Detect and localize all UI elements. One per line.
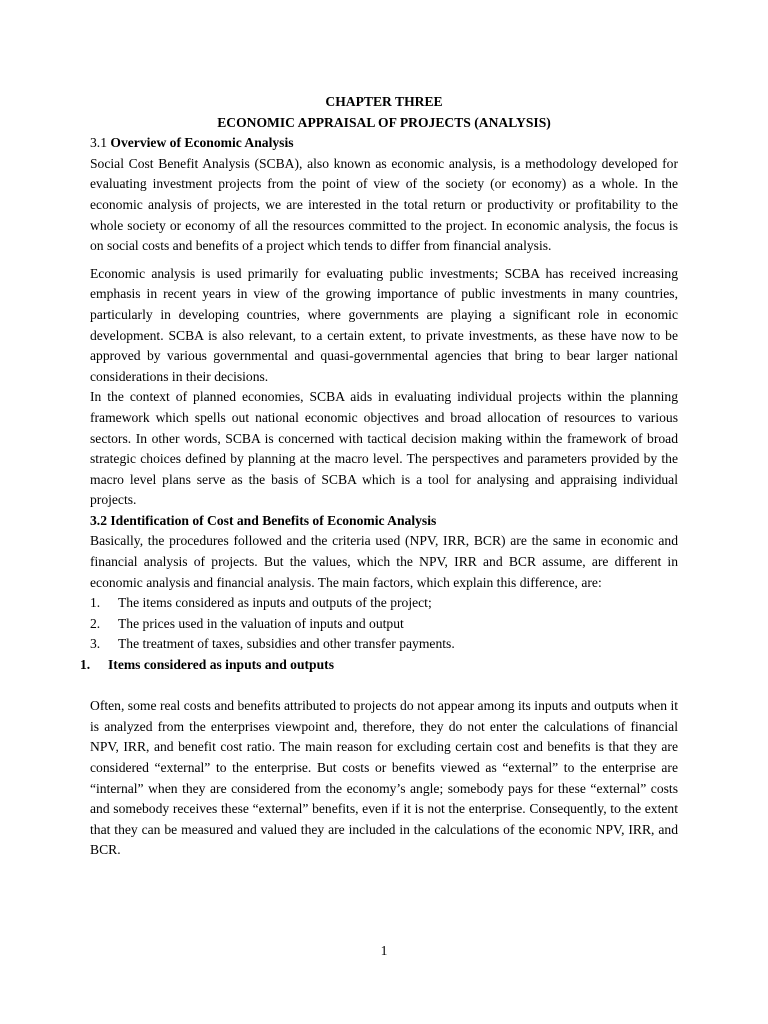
subheading-inputs-outputs (80, 655, 678, 676)
paragraph-planned-economies: In the context of planned economies, SCBA aids in evaluating individual projects within the planning framework which spells out national economic objectives and broad allocation of resources to various sectors. In other words, SCBA is concerned with tactical decision making within the framework of broad strategic choices defined by planning at the macro level. The perspectives and parameters provided by the macro level plans serve as the basis of SCBA which is a tool for analysing and appraising individual projects. (90, 389, 678, 508)
chapter-title: CHAPTER THREE (325, 94, 443, 109)
subheading-text: Items considered as inputs and outputs (108, 657, 334, 673)
list-item-text: The items considered as inputs and outputs of the project; (118, 595, 432, 611)
list-item-number: 1. (90, 595, 101, 611)
page-content (80, 92, 678, 861)
page-number: 1 (380, 943, 388, 958)
paragraph-scba-definition: Social Cost Benefit Analysis (SCBA), also known as economic analysis, is a methodology developed for evaluating investment projects from the point of view of the society (or economy) as a whole. In the economic analysis of projects, we are interested in the total return or productivity or profitability to the whole society or economy of all the resources committed to the project. In economic analysis, the focus is on social costs and benefits of a project which tends to differ from financial analysis. (90, 155, 678, 254)
blank-line (90, 676, 678, 697)
paragraph-external-costs: Often, some real costs and benefits attributed to projects do not appear among its inputs and outputs when it is analyzed from the enterprises viewpoint and, therefore, they do not enter the calculations of financial NPV, IRR, and benefit cost ratio. The main reason for excluding certain cost and benefits is that they are considered “external” to the enterprise. But costs or benefits viewed as “external” to the enterprise are “internal” when they are considered from the economy’s angle; somebody pays for these “external” costs and somebody receives these “external” benefits, even if it is not the enterprise. Consequently, to the extent that they can be measured and valued they are included in the calculations of the economic NPV, IRR, and BCR. (90, 698, 678, 858)
list-item (90, 634, 678, 655)
section-3-1-number: 3.1 (90, 135, 107, 151)
section-3-1-heading (90, 133, 678, 154)
section-3-2-heading (90, 511, 678, 532)
paragraph-public-investments: Economic analysis is used primarily for evaluating public investments; SCBA has received increasing emphasis in recent years in view of the growing importance of public investments in many countries, particularly in developing countries, where governments are playing a significant role in economic development. SCBA is also relevant, to a certain extent, to private investments, as these have now to be approved by various governmental and quasi-governmental agencies that bring to bear larger national considerations in their decisions. (90, 265, 678, 384)
list-item-number: 3. (90, 636, 101, 652)
list-item-text: The prices used in the valuation of inputs and output (118, 615, 404, 631)
paragraph-identification: Basically, the procedures followed and the criteria used (NPV, IRR, BCR) are the same in economic and financial analysis of projects. But the values, which the NPV, IRR and BCR assume, are different in economic analysis and financial analysis. The main factors, which explain this difference, are: (90, 533, 678, 590)
chapter-subtitle: ECONOMIC APPRAISAL OF PROJECTS (ANALYSIS) (217, 114, 551, 130)
section-3-1-title: Overview of Economic Analysis (110, 135, 294, 151)
factors-list (90, 593, 678, 655)
section-3-2-title: 3.2 Identification of Cost and Benefits of Economic Analysis (90, 512, 437, 528)
list-item (90, 593, 678, 614)
subheading-number: 1. (80, 657, 91, 673)
list-item (90, 614, 678, 635)
list-item-text: The treatment of taxes, subsidies and other transfer payments. (118, 636, 455, 652)
list-item-number: 2. (90, 615, 101, 631)
